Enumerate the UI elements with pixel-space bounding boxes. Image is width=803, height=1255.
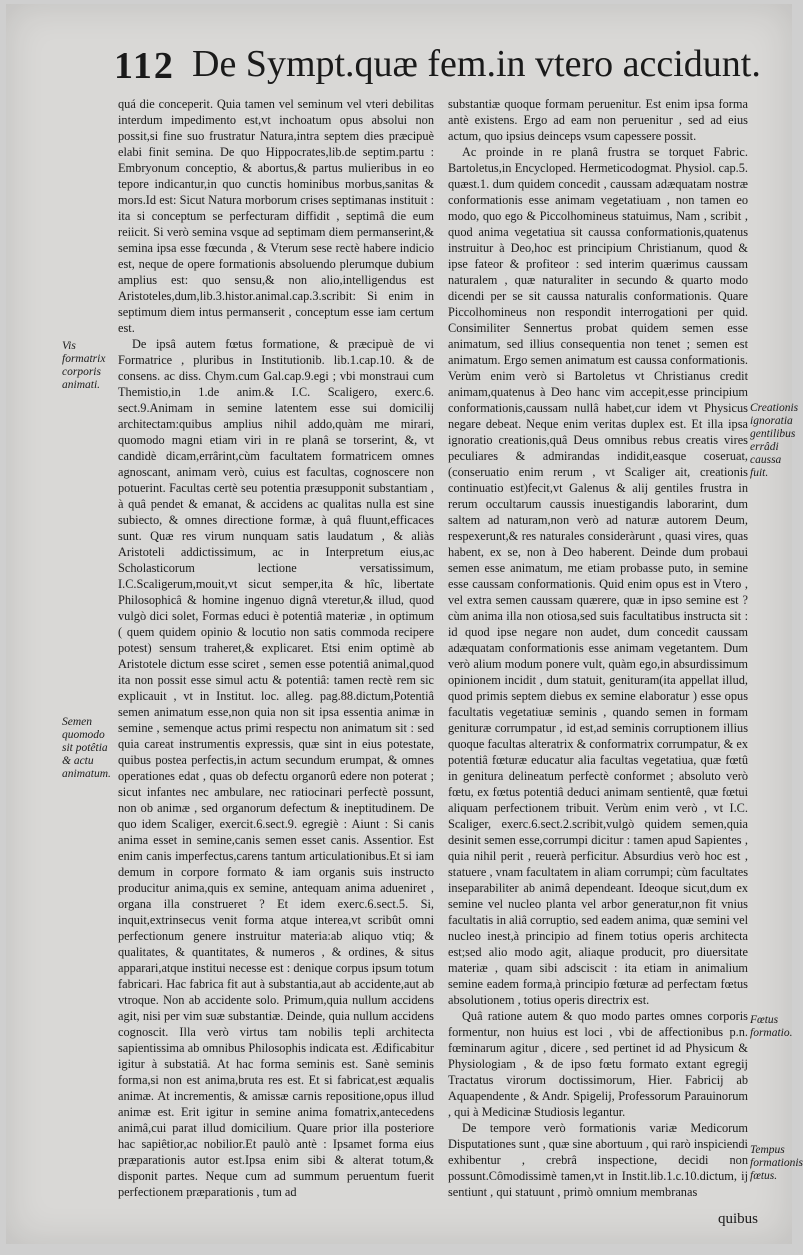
- paragraph: Ac proinde in re planâ frustra se torquet Fabric. Bartoletus,in Encycloped. Hermeticodogmat. Physiol. cap.5. quæst.1. dum quidem concedit , caussam adæquatam nostræ conformationis esse animam vegetatiuam , non tamen eo modo, quo ego & Piccolhomineus statuimus, Nam , scribit , quod anima vegetatiua sit caussa conformationis,quatenus instruitur à Deo,hoc est principium Christianum, quod & ipse fateor & profiteor : sed interim quærimus caussam naturalem , quæ naturaliter in secundo & quarto modo dicendi per se sit caussa naturalis conformationis. Quare Piccolhomineus non respondit interrogationi per quid. Consimiliter Sennertus probat quidem semen esse animatum, sed illius consequentia non tenet ; semen est animatum. Ergo semen animatum est caussa conformationis. Verùm enim verò si Bartoletus vt Christianus credit animam,quatenus à Deo hanc vim accepit,esse principium conformationis,caussam nullâ habet,cur idem vt Physicus negare debeat. Neque enim veritas duplex est. Et illa ipsa ignoratio creationis,quâ Deus omnibus rebus creatis vires peculiares & admirandas indidit,easque coseruat, (conseruatio enim rerum , vt Scaliger ait, creationis continuatio est)fecit,vt Galenus & alij gentiles frustra in rerum occultarum caussis inuestigandis laborarint, dum saltem ad naturam,non verò ad naturæ autorem Deum, respexerunt,& res naturales consideràrunt , quasi vires, quas habent, ex se, non à Deo haberent. Deinde dum probaui semen esse animatum, me etiam probasse puto, in semine esse caussam conformationis. Quid enim opus est in Vtero , vel extra semen caussam quærere, quæ in ipso semine est ? cùm anima illa non otiosa,sed suis facultatibus instructa sit : id quod ipse negare non audet, dum concedit caussam adæquatam conformationis esse animam vegetantem. Dum verò alium modum ponere vult, quàm ego,in absurdissimum opinionem incidit , dum statuit, genituram(ita appellat illud, quod primis septem diebus ex semine elaboratur ) esse opus facultatis vegetatiuæ seminis , quando semen in formam genituræ corrumpatur , id est,ad seminis corruptionem illius quoque facultas alteratrix & conformatrix corrumpatur, & ex potentiâ fœturæ educatur alia facultas vegetatiua, quæ fœtû in genitura delineatum perfectè conformet ; absoluto verò fœtu, ex fœtus potentiâ deduci animam sentientê, quæ fœtui aliquam perfectionem tribuit. Verùm enim verò , vt I.C. Scaliger, exerc.6.sect.2.scribit,vulgò quidem semen,quia desinit semen esse,corrumpi dicitur : tamen apud Sapientes , quia nihil perit , reuerà perficitur. Absurdius verò hoc est , statuere , vnam facultatem in aliam corrumpi; cùm facultates inseparabiliter ab animâ dependeant. Ideoque sicut,dum ex semine vel nucleo planta vel arbor generatur,non fit vnius facultatis in aliâ corruptio, sed eadem anima, quæ semini vel nucleo inest,à principio ad finem totius operis architecta est;sed alio modo agit, aliaque producit, pro diuersitate materiæ , quam sibi adsciscit : ita etiam in animalium semine eadem forma,à principio fœturæ ad perfectam fœtus absolutionem , totius operis directrix est.: [448, 145, 748, 1007]
- right-text-column: [448, 96, 748, 1200]
- paragraph: De tempore verò formationis variæ Medicorum Disputationes sunt , quæ sine abortuum , qui rarò inspiciendi exhibentur , crebrâ inspectione, decidi non possunt.Cômodissimè tamen,vt in Instit.lib.1.c.10.dictum, ij sentiunt , qui statuunt , primò omnium membranas: [448, 1121, 748, 1199]
- paragraph: substantiæ quoque formam peruenitur. Est enim ipsa forma antè existens. Ergo ad eam non peruenitur , sed ad eius actum, quo ipsius deinceps vsum capessere possit.: [448, 97, 748, 143]
- left-text-column: [118, 96, 434, 1200]
- paragraph: quá die conceperit. Quia tamen vel seminum vel vteri debilitas interdum impedimento est,vt inchoatum opus absolui non possit,si fine suo frustratur Natura,intra septem dies præcipuè elabi finit semina. De quo Hippocrates,lib.de septim.partu : Embryonum conceptio, & abortus,& partus mulieribus in eo tepore indicantur,in quo cunctis hominibus morbus,sanitas & mors.Id est: Sicut Natura morborum crises septimanas instituit : ita si conceptum se perfecturam diffidit , septimâ die eum reiicit. Si verò semina vsque ad septimam diem permanserint,& semina ipsa esse fœcunda , & Vterum sese rectè habere indicio est, neque de opere formationis absoluendo plerumque dubium amplius est: quo sensu,& non alio,intelligendus est Aristoteles,dum,lib.3.histor.animal.cap.3.scribit: Si enim in septimum diem intus permanserit , conceptum esse iam certum est.: [118, 97, 434, 335]
- paragraph: Quâ ratione autem & quo modo partes omnes corporis formentur, non huius est loci , vbi de affectionibus p.n. fœminarum agitur , dicere , sed pertinet id ad Physicum & Physiologiam , & de ipso fœtu formato extant egregij Tractatus virorum doctissimorum, Hier. Fabricij ab Aquapendente , & Andr. Spigelij, Professorum Parauinorum , qui à Medicinæ Studiosis legantur.: [448, 1009, 748, 1119]
- catchword: quibus: [717, 1211, 758, 1227]
- book-page: [6, 4, 803, 1244]
- margin-note-right: Tempus formationis fœtus.: [750, 1144, 803, 1182]
- margin-note-right: Creationis ignoratia gentilibus errâdi caussa fuit.: [750, 402, 799, 479]
- margin-note-left: Vis formatrix corporis animati.: [62, 340, 106, 391]
- paragraph: De ipsâ autem fœtus formatione, & præcipuè de vi Formatrice , pluribus in Institutionib. lib.1.cap.10. & de consens. ac diss. Chym.cum Gal.cap.9.egi ; vbi monstraui cum Themistio,in 1.de anim.& I.C. Scaligero, exerc.6. sect.9.Animam in semine latentem esse sui domicilij architectam:quibus amplius nihil addo,quàm me mirari, quomodo magni etiam viri in re planâ se torserint, &, vt candidè dicam,errârint,cùm facultatem formatricem omnes agnoscant, animam verò, cuius est facultas, cognoscere non potuerint. Facultas certè seu potentia præsupponit substantiam , à quâ pendet & emanat, & accidens ac qualitas nulla est sine subiecto, & omnes directione formæ, à quâ fluunt,efficaces sunt. Quæ res virum nunquam satis laudatum , & aliàs Aristoteli addictissimum, ac in Interpretum eius,ac Scholasticorum lectione versatissimum, I.C.Scaligerum,mouit,vt sicut semper,ita & hîc, libertate Philosophicâ & homine ingenuo dignâ vteretur,& illud, quod vulgò dici solet, Formas educi è potentiâ materiæ , in optimum ( quem quidem opinio & locutio non satis commoda recipere potest) sensum traheret,& explicaret. Etsi enim optimè ab Aristotele dictum esse sciret , semen esse potentiâ animal,quod ita non possit esse simul actu & potentiâ: tamen rectè rem sic explicauit , vt in Institut. loc. alleg. pag.88.dictum,Potentiâ semen animatum esse,non quia non sit ipsa essentia animæ in semine , semenque actus primi respectu non animatum sit : sed quia careat instrumentis expressis, quæ sint in eius potestate, quibus postea perfectis,in actum secundum erumpat, & omnes operationes edat , quas ob defectu organorû edere non poterat ; sicut infantes nec ambulare, nec ratiocinari perfectè possunt, non ob animæ , sed organorum defectum & ineptitudinem. De quo idem Scaliger, exercit.6.sect.9. egregiè : Aiunt : Si canis anima esset in semine,canis semen esset canis. Assentior. Est enim canis imperfectus,carens tantum articulationibus.Et si iam demum in corpore formato & iam organis suis instructo producitur anima,quis ex semine, antequam anima adueniret , organa illa construeret ? Et idem exerc.6.sect.5. Si, inquit,extrinsecus venit forma atque interea,vt scribût omni perfectionum genere instruitur materia:ab aliquo vtiq; & qualitates, & quantitates, & numeros , & ordines, & situs apparari,atque institui necesse est : denique corpus ipsum totum fabricari. Hac fabrica fit aut à substantia,aut ab accidente,aut ab vtroque. Non ab accidente solo. Primum,quia nullum accidens agit, nisi per vim suæ substantiæ. Deinde, quia nullum accidens cognoscit. Illa verò virtus tam nobilis tepli architecta sapientissima ab omnibus Philosophis indicata est. Ædificabitur igitur à substatiâ. At hac forma seminis est. Sanè seminis forma,si non est anima,bruta res est. Et si fabricat,est æqualis animæ. At incrementis, & amissæ carnis repositione,opus illud animæ est. Erit igitur in semine anima fomatrix,antecedens animâ,cui parat illud domicilium. Quare prior illa posteriore hac sapiêtior,ac nobilior.Et paulò antè : Ipsamet forma eius præparationis autor est.Ipsa enim sibi & alterat totum,& disponit partes. Neque cum ad summum peruentum fuerit perfectionem præparationis , tum ad: [118, 337, 434, 1199]
- margin-note-left: Semen quomodo sit potêtia & actu animatum.: [62, 716, 111, 780]
- margin-note-right: Fœtus formatio.: [750, 1014, 793, 1039]
- running-title: De Sympt.quæ fem.in vtero accidunt.: [192, 43, 761, 85]
- page-header: [114, 44, 784, 94]
- page-number: 112: [114, 45, 175, 87]
